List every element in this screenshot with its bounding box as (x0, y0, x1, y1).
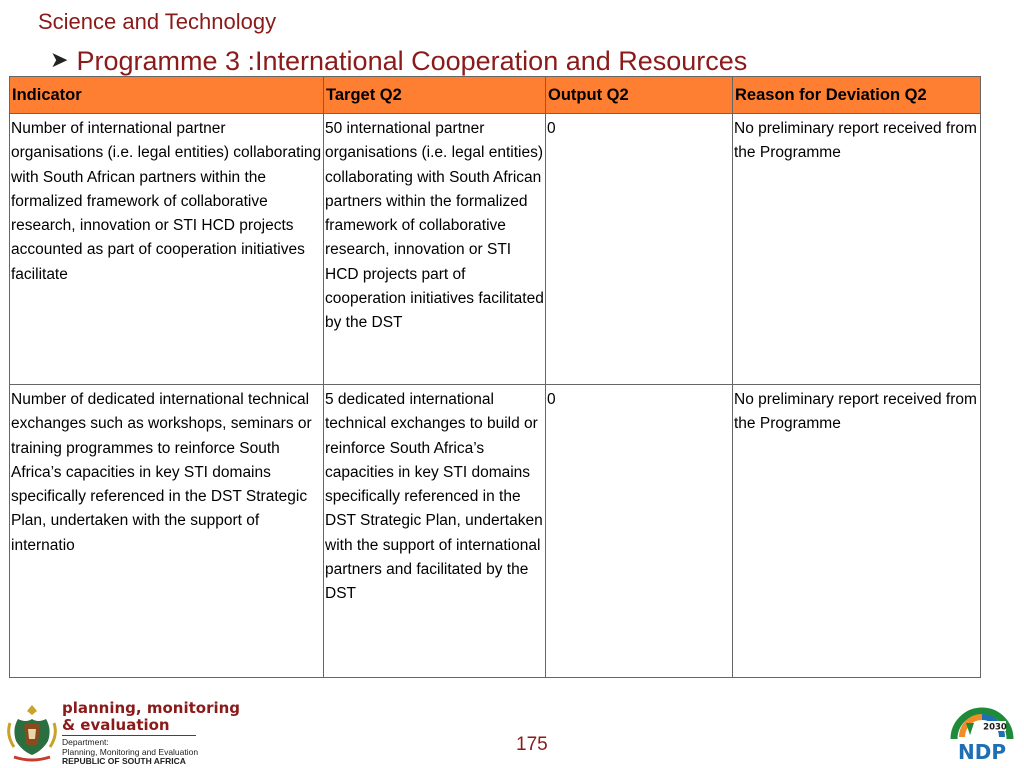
footer-divider (62, 735, 196, 736)
column-header-target: Target Q2 (324, 77, 546, 114)
svg-text:NDP: NDP (958, 740, 1006, 763)
svg-text:2030: 2030 (983, 722, 1007, 733)
indicator-cell: Number of dedicated international technical exchanges such as workshops, seminars or training programmes to reinforce South Africa’s capacities in key STI domains specifically referenced in the DST Strategic Plan, undertaken with the support of internatio (10, 385, 324, 678)
pme-line-1: planning, monitoring (62, 699, 241, 717)
output-cell: 0 (546, 114, 733, 385)
target-cell: 50 international partner organisations (i.e. legal entities) collaborating with South African partners within the formalized framework of collaborative research, innovation or STI HCD projects part of cooperation initiatives facilitated by the DST (324, 114, 546, 385)
pme-wordmark (62, 700, 240, 734)
page-number: 175 (516, 734, 548, 755)
programme-title: Programme 3 :International Cooperation and Resources (76, 46, 748, 76)
programme-heading (50, 46, 747, 77)
pme-line-2: & evaluation (62, 716, 170, 734)
department-name: Planning, Monitoring and Evaluation (62, 746, 199, 757)
reason-cell: No preliminary report received from the Programme (733, 385, 981, 678)
target-cell: 5 dedicated international technical exchanges to build or reinforce South Africa’s capacities in key STI domains specifically referenced in the DST Strategic Plan, undertaken with the support of international partners and facilitated by the DST (324, 385, 546, 678)
column-header-indicator: Indicator (10, 77, 324, 114)
column-header-output: Output Q2 (546, 77, 733, 114)
ndp-2030-logo-icon (944, 699, 1020, 763)
reason-cell: No preliminary report received from the Programme (733, 114, 981, 385)
country-name: REPUBLIC OF SOUTH AFRICA (62, 756, 186, 767)
department-title: Science and Technology (38, 9, 277, 34)
output-cell: 0 (546, 385, 733, 678)
arrowhead-bullet-icon: ➤ (50, 47, 69, 72)
column-header-reason: Reason for Deviation Q2 (733, 77, 981, 114)
indicator-cell: Number of international partner organisations (i.e. legal entities) collaborating with South African partners within the formalized framework of collaborative research, innovation or STI HCD projects accounted as part of cooperation initiatives facilitate (10, 114, 324, 385)
department-info (62, 738, 198, 767)
table-row (10, 385, 981, 678)
table-row (10, 114, 981, 385)
department-label: Department: (62, 737, 109, 747)
table-header-row (10, 77, 981, 114)
indicator-table (9, 76, 981, 678)
